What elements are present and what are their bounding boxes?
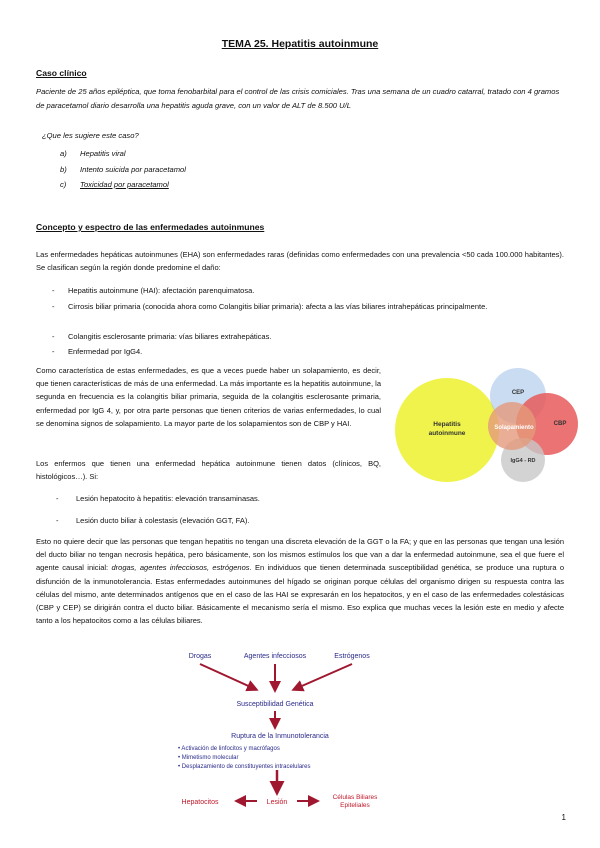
lesion-label: Lesión <box>266 799 288 806</box>
overlap-label: Solapamiento <box>494 425 534 431</box>
cbp-label: CBP <box>553 421 567 427</box>
mechanism-bullet: • Desplazamiento de constituyentes intracelulares <box>178 764 311 770</box>
case-heading: Caso clínico <box>36 68 87 78</box>
cep-label: CEP <box>511 390 525 396</box>
list-item: - Hepatitis autoinmune (HAI): afectación parenquimatosa. <box>52 286 255 295</box>
mechanism-paragraph: Esto no quiere decir que las personas que tengan hepatitis no tengan una discreta elevación de la GGT o la FA; y que en las personas que tengan una lesión del ducto biliar no tengan necrosis hepática, pero básicamente, son los mismos estímulos los que van a dar la enfermedad autoinmune, sea el que fuere el agente causal inicial: drogas, agentes infecciosos, estrógenos. En individuos que tienen determinada susceptibilidad genética, se produce una ruptura o disfunción de la inmunotolerancia. Estas enfermedades autoinmunes del hígado se originan porque células del organismo dirigen su respuesta contra las células del mismo, ante determinados antígenos que en el caso de las HAI se expresarán en los hepatocitos, y en el caso de las enfermedades colestásicas (CBP y CEP) se dirigirán contra el ducto biliar. Básicamente el mecanismo sería el mismo. Eso explica que muchas veces la lesión este en medio y afecte tanto a los hepatocitos como a las células biliares. <box>36 537 565 626</box>
biliary-label-2: Epiteliales <box>340 802 370 809</box>
igg4-label: IgG4 - RD <box>510 458 536 464</box>
mechanism-bullet: • Mimetismo molecular <box>178 755 239 761</box>
data-paragraph: Los enfermos que tienen una enfermedad hepática autoinmune tienen datos (clínicos, BQ, histológicos…). Si: <box>36 459 381 482</box>
list-item: - Cirrosis biliar primaria (conocida ahora como Colangitis biliar primaria): afecta a las vías biliares intrahepáticas principalmente. <box>52 302 488 311</box>
cause-estrogenos: Estrógenos <box>334 653 370 660</box>
page-number: 1 <box>561 813 566 822</box>
hai-label-2: autoinmune <box>428 430 466 437</box>
page-title: TEMA 25. Hepatitis autoinmune <box>221 38 379 50</box>
option-b: b) Intento suicida por paracetamol <box>60 165 186 174</box>
case-text: Paciente de 25 años epiléptica, que toma fenobarbital para el control de las crisis comiciales. Tras una semana de un cuadro catarral, tratado con 4 gramos de paracetamol diario desarrolla una hepatitis aguda grave, con un valor de ALT de 8.500 U/L <box>36 87 560 110</box>
option-c: c) Toxicidad por paracetamol <box>60 180 169 189</box>
rupture-label: Ruptura de la Inmunotolerancia <box>231 733 329 740</box>
arrow <box>200 664 255 689</box>
pathogenesis-diagram <box>160 644 420 814</box>
hepatocytes-label: Hepatocitos <box>181 799 219 806</box>
list-item: - Colangitis esclerosante primaria: vías biliares extrahepáticas. <box>52 332 272 341</box>
list-item: - Lesión ducto biliar à colestasis (elevación GGT, FA). <box>56 516 250 525</box>
overlap-venn-diagram <box>392 364 582 484</box>
concept-intro: Las enfermedades hepáticas autoinmunes (EHA) son enfermedades raras (definidas como enfermedades con una prevalencia <50 cada 100.000 habitantes). Se clasifican según la región donde predomine el daño: <box>36 250 564 273</box>
hai-label-1: Hepatitis <box>433 421 461 428</box>
overlap-paragraph: Como característica de estas enfermedades, es que a veces puede haber un solapamiento, es decir, que tienen características de más de una enfermedad. La más importante es la hepatitis autoinmune, la segunda en frecuencia es la colangitis biliar primaria, seguida de la colangitis esclerosante primaria, enfermedad por IgG 4, y, por otra parte personas que tienen criterios de varias enfermedades, lo cual se denomina signos de solapamiento. La mayor parte de los solapamientos son de CBP y HAI. <box>36 366 381 428</box>
cause-drogas: Drogas <box>188 653 212 660</box>
option-a: a) Hepatitis viral <box>60 149 126 158</box>
cause-agentes: Agentes infecciosos <box>243 653 307 660</box>
mechanism-bullet: • Activación de linfocitos y macrófagos <box>178 746 280 752</box>
biliary-label-1: Células Biliares <box>332 794 378 801</box>
arrow <box>295 664 352 689</box>
list-item: - Lesión hepatocito à hepatitis: elevación transaminasas. <box>56 494 260 503</box>
list-item: - Enfermedad por IgG4. <box>52 347 143 356</box>
susceptibility-label: Susceptibilidad Genética <box>236 701 314 708</box>
concept-heading: Concepto y espectro de las enfermedades autoinmunes <box>36 222 265 232</box>
case-question: ¿Que les sugiere este caso? <box>42 131 139 140</box>
